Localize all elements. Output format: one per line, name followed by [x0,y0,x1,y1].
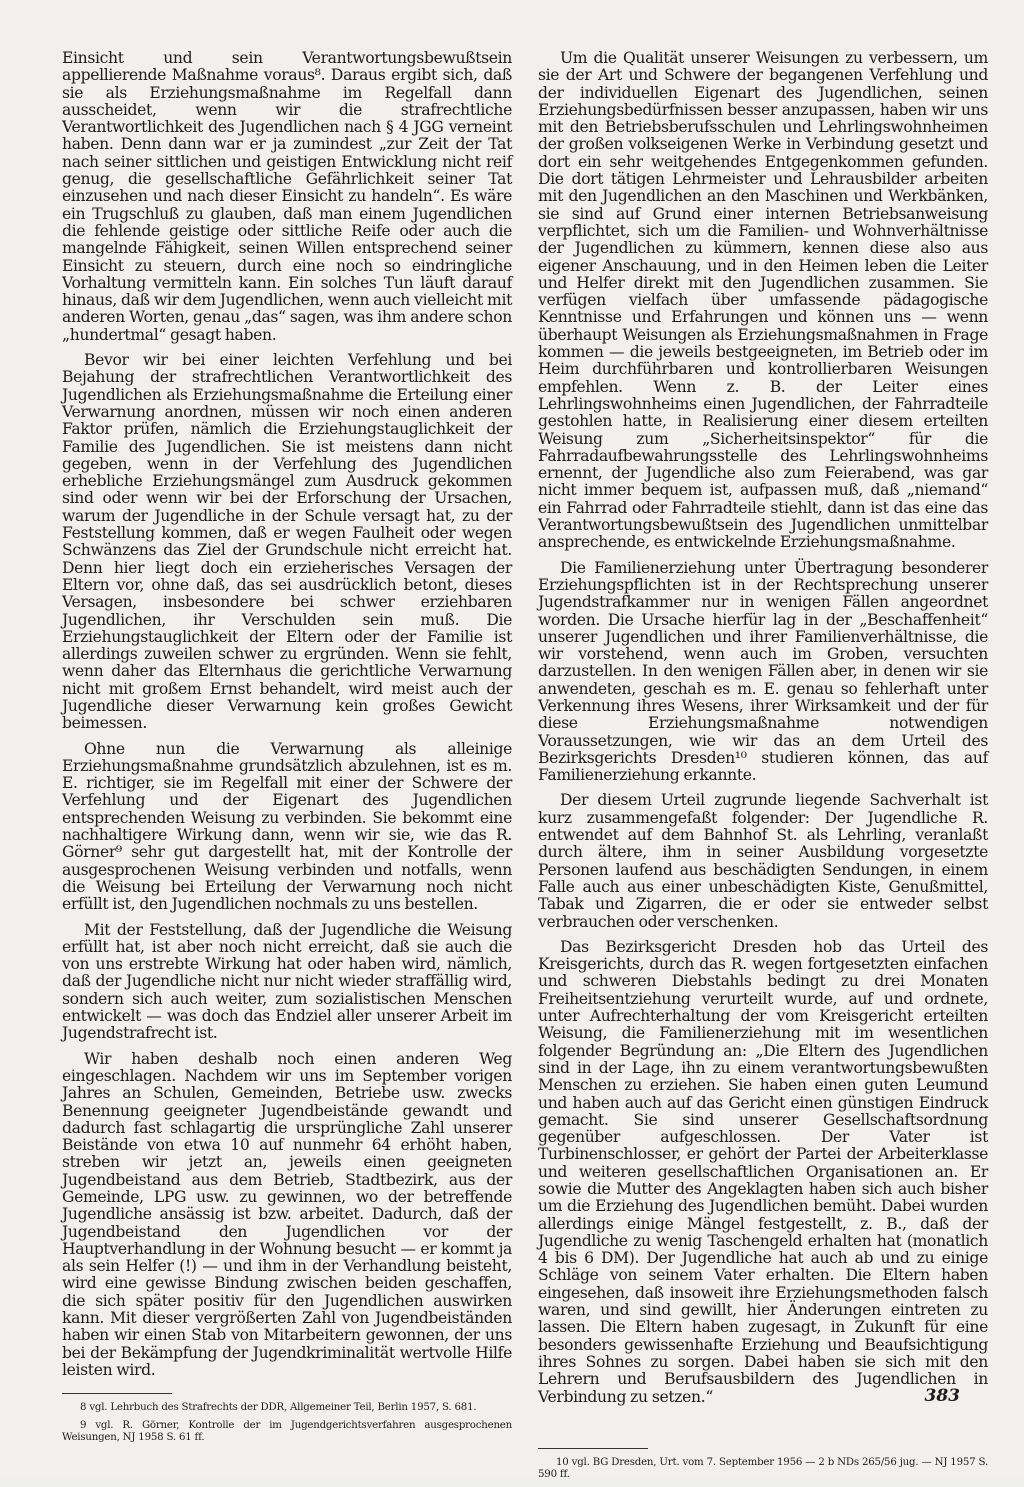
right-paragraph-3: Der diesem Urteil zugrunde liegende Sachverhalt ist kurz zusammengefaßt folgender: Der Jugendliche R. entwendet auf dem Bahnhof St. als Lehrling, veranlaßt durch ältere, ihm in seiner Ausbildung vorgesetzte Personen laufend aus beschädigten Sendungen, in einem Falle auch aus einer unbeschädigten Kiste, Genußmittel, Tabak und Zigarren, die er oder sie entweder selbst verbrauchen oder verschenken. [538,791,988,931]
left-paragraph-4: Mit der Feststellung, daß der Jugendliche die Weisung erfüllt hat, ist aber noch nicht erreicht, daß sie auch die von uns erstrebte Wirkung hat oder haben wird, nämlich, daß der Jugendliche nicht nur nicht wieder straffällig wird, sondern sich auch weiter, zum sozialistischen Menschen entwickelt — was doch das Endziel aller unserer Arbeit im Jugendstrafrecht ist. [62,920,512,1043]
footnote-divider-right [538,1448,648,1449]
footnote-10: 10 vgl. BG Dresden, Urt. vom 7. September 1956 — 2 b NDs 265/56 jug. — NJ 1957 S. 590 ff. [538,1456,988,1480]
footnote-divider [62,1393,172,1394]
left-paragraph-3: Ohne nun die Verwarnung als alleinige Erziehungsmaßnahme grundsätzlich abzulehnen, ist es m. E. richtiger, sie im Regelfall mit einer der Schwere der Verfehlung und der Eigenart des Jugendlichen entsprechenden Weisung zu verbinden. Sie bekommt eine nachhaltigere Wirkung dann, wenn wir sie, wie das R. Görner⁹ sehr gut dargestellt hat, mit der Kontrolle der ausgesprochenen Weisung verbinden und notfalls, wenn die Weisung bei Erteilung der Verwarnung noch nicht erfüllt ist, den Jugendlichen nochmals zu uns bestellen. [62,739,512,914]
right-paragraph-2: Die Familienerziehung unter Übertragung besonderer Erziehungspflichten ist in der Rechtsprechung unserer Jugendstrafkammer nur in wenigen Fällen angeordnet worden. Die Ursache hierfür lag in der „Beschaffenheit“ unserer Jugendlichen und ihrer Familienverhältnisse, die wir vorstehend, wenn auch im Groben, versuchten darzustellen. In den wenigen Fällen aber, in denen wir sie anwendeten, geschah es m. E. genau so fehlerhaft unter Verkennung ihres Wesens, ihrer Wirksamkeit und der für diese Erziehungsmaßnahme notwendigen Voraussetzungen, wie wir das an dem Urteil des Bezirksgerichts Dresden¹⁰ studieren können, das auf Familienerziehung erkannte. [538,558,988,785]
right-paragraph-1: Um die Qualität unserer Weisungen zu verbessern, um sie der Art und Schwere der begangenen Verfehlung und der individuellen Eigenart des Jugendlichen, seinen Erziehungsbedürfnissen besser anzupassen, haben wir uns mit den Betriebsberufsschulen und Lehrlingswohnheimen der großen volkseigenen Werke in Verbindung gesetzt und dort ein sehr weitgehendes Entgegenkommen gefunden. Die dort tätigen Lehrmeister und Lehrausbilder arbeiten mit den Jugendlichen an den Maschinen und Werkbänken, sie sind auf Grund einer internen Betriebsanweisung verpflichtet, sich um die Familien- und Wohnverhältnisse der Jugendlichen zu kümmern, kennen diese also aus eigener Anschauung, und in den Heimen leben die Leiter und Helfer direkt mit den Jugendlichen zusammen. Sie verfügen vielfach über umfassende pädagogische Kenntnisse und Erfahrungen und können uns — wenn überhaupt Weisungen als Erziehungsmaßnahmen in Frage kommen — die jeweils bestgeeigneten, im Betrieb oder im Heim durchführbaren und kontrollierbaren Weisungen empfehlen. Wenn z. B. der Leiter eines Lehrlingswohnheims einen Jugendlichen, der Fahrradteile gestohlen hatte, in Realisierung einer diesem erteilten Weisung zum „Sicherheitsinspektor“ für die Fahrradaufbewahrungsstelle des Lehrlingswohnheims ernennt, der Jugendliche also zum Feierabend, was gar nicht immer bequem ist, aufpassen muß, daß „niemand“ ein Fahrrad oder Fahrradteile stiehlt, dann ist das eine das Verantwortungsbewußtsein des Jugendlichen unmittelbar ansprechende, es entwickelnde Erziehungsmaßnahme. [538,49,988,552]
left-paragraph-5: Wir haben deshalb noch einen anderen Weg eingeschlagen. Nachdem wir uns im September vorigen Jahres an Schulen, Gemeinden, Betriebe usw. zwecks Benennung geeigneter Jugendbeistände gewandt und dadurch fast schlagartig die ursprüngliche Zahl unserer Beistände von etwa 10 auf nunmehr 64 erhöht haben, streben wir jetzt an, jeweils einen geeigneten Jugendbeistand aus dem Betrieb, Stadtbezirk, aus der Gemeinde, LPG usw. zu gewinnen, wo der betreffende Jugendliche ansässig ist bzw. arbeitet. Dadurch, daß der Jugendbeistand den Jugendlichen vor der Hauptverhandlung in der Wohnung besucht — er kommt ja als sein Helfer (!) — und ihm in der Verhandlung beisteht, wird eine gewisse Bindung zwischen beiden geschaffen, die sich später positiv für den Jugendlichen auswirken kann. Mit dieser vergrößerten Zahl von Jugendbeiständen haben wir einen Stab von Mitarbeitern gewonnen, der uns bei der Bekämpfung der Jugendkriminalität wertvolle Hilfe leisten wird. [62,1049,512,1379]
footnote-9: 9 vgl. R. Görner, Kontrolle der im Jugendgerichtsverfahren ausgesprochenen Weisungen, NJ 1958 S. 61 ff. [62,1420,512,1444]
left-paragraph-2: Bevor wir bei einer leichten Verfehlung und bei Bejahung der strafrechtlichen Verantwortlichkeit des Jugendlichen als Erziehungsmaßnahme die Erteilung einer Verwarnung anordnen, müssen wir noch einen anderen Faktor prüfen, nämlich die Erziehungstauglichkeit der Familie des Jugendlichen. Sie ist meistens dann nicht gegeben, wenn in der Verfehlung des Jugendlichen erhebliche Erziehungsmängel zum Ausdruck gekommen sind oder wenn wir bei der Erforschung der Ursachen, warum der Jugendliche in der Schule versagt hat, zu der Feststellung kommen, daß er wegen Faulheit oder wegen Schwänzens das Ziel der Grundschule nicht erreicht hat. Denn hier liegt doch ein erzieherisches Versagen der Eltern vor, ohne daß, das sei ausdrücklich betont, dieses Versagen, insbesondere bei schwer erziehbaren Jugendlichen, ihr Verschulden sein muß. Die Erziehungstauglichkeit der Eltern oder der Familie ist allerdings zuweilen schwer zu ergründen. Wenn sie fehlt, wenn daher das Elternhaus die gerichtliche Verwarnung nicht mit großem Ernst behandelt, wird meist auch der Jugendliche dieser Verwarnung kein großes Gewicht beimessen. [62,351,512,733]
right-column [538,50,988,1487]
right-paragraph-4: Das Bezirksgericht Dresden hob das Urteil des Kreisgerichts, durch das R. wegen fortgesetzten einfachen und schweren Diebstahls bedingt zu drei Monaten Freiheitsentziehung verurteilt wurde, auf und ordnete, unter Aufrechterhaltung der vom Kreisgericht erteilten Weisung, die Familienerziehung mit im wesentlichen folgender Begründung an: „Die Eltern des Jugendlichen sind in der Lage, ihn zu einem verantwortungsbewußten Menschen zu erziehen. Sie haben einen guten Leumund und haben auch auf das Gericht einen günstigen Eindruck gemacht. Sie sind unserer Gesellschaftsordnung gegenüber aufgeschlossen. Der Vater ist Turbinenschlosser, er gehört der Partei der Arbeiterklasse und weiteren gesellschaftlichen Organisationen an. Er sowie die Mutter des Angeklagten haben sich auch bisher um die Erziehung des Jugendlichen bemüht. Dabei wurden allerdings einige Mängel festgestellt, z. B., daß der Jugendliche zu wenig Taschengeld erhalten hat (monatlich 4 bis 6 DM). Der Jugendliche hat auch ab und zu einige Schläge von seinem Vater erhalten. Die Eltern haben eingesehen, daß insoweit ihre Erziehungsmethoden falsch waren, und sind gewillt, hier Änderungen eintreten zu lassen. Die Eltern haben zugesagt, in Zukunft für eine besonders gewissenhafte Erziehung und Beaufsichtigung ihres Sohnes zu sorgen. Dabei haben sie sich mit den Lehrern und Berufsausbildern des Jugendlichen in Verbindung zu setzen.“ [538,937,988,1406]
footnote-8: 8 vgl. Lehrbuch des Strafrechts der DDR, Allgemeiner Teil, Berlin 1957, S. 681. [80,1402,477,1414]
left-paragraph-1: Einsicht und sein Verantwortungsbewußtsein appellierende Maßnahme voraus⁸. Daraus ergibt sich, daß sie als Erziehungsmaßnahme im Regelfall dann ausscheidet, wenn wir die strafrechtliche Verantwortlichkeit des Jugendlichen nach § 4 JGG verneint haben. Denn dann war er ja zumindest „zur Zeit der Tat nach seiner sittlichen und geistigen Entwicklung nicht reif genug, die gesellschaftliche Gefährlichkeit seiner Tat einzusehen und nach dieser Einsicht zu handeln“. Es wäre ein Trugschluß zu glauben, daß man einem Jugendlichen die fehlende geistige oder sittliche Reife oder auch die mangelnde Fähigkeit, seinen Willen entsprechend seiner Einsicht zu steuern, durch eine noch so eindringliche Vorhaltung vermitteln kann. Ein solches Tun läuft darauf hinaus, daß wir dem Jugendlichen, wenn auch vielleicht mit anderen Worten, genau „das“ sagen, was ihm andere schon „hundertmal“ gesagt haben. [62,49,512,344]
left-column [62,50,512,1487]
page-number: 383 [924,1386,960,1406]
text-columns [62,50,990,1487]
